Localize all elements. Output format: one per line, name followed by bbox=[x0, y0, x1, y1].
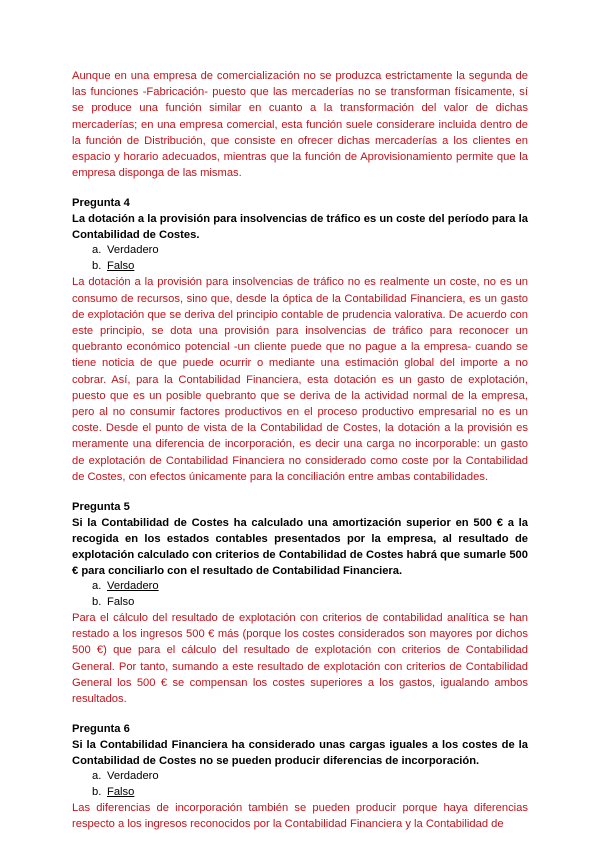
option-a bbox=[92, 769, 528, 785]
option-b bbox=[92, 259, 528, 275]
option-letter: a. bbox=[92, 244, 102, 257]
option-a bbox=[92, 243, 528, 259]
option-letter: b. bbox=[92, 595, 102, 608]
options-list bbox=[72, 769, 528, 800]
option-text: Falso bbox=[107, 595, 135, 608]
option-b bbox=[92, 785, 528, 801]
option-letter: a. bbox=[92, 770, 102, 783]
option-text: Verdadero bbox=[107, 244, 159, 257]
question-label: Pregunta 6 bbox=[72, 723, 130, 736]
option-text-correct: Falso bbox=[107, 259, 135, 272]
option-a bbox=[92, 579, 528, 595]
option-letter: b. bbox=[92, 259, 102, 272]
options-list bbox=[72, 243, 528, 274]
question-6 bbox=[72, 721, 528, 832]
option-text-correct: Verdadero bbox=[107, 580, 159, 593]
option-text-correct: Falso bbox=[107, 785, 135, 798]
options-list bbox=[72, 579, 528, 610]
explanation-paragraph: Para el cálculo del resultado de explotación con criterios de contabilidad analítica se han restado a los ingresos 500 € más (porque los costes considerados son mayores por dichos 500 €) que para el cálculo del resultado de explotación con criterios de Contabilidad General. Por tanto, sumando a este resultado de explotación con criterios de Contabilidad General los 500 € se compensan los costes superiores a los gastos, igualando ambos resultados. bbox=[72, 612, 528, 706]
document-page bbox=[72, 68, 528, 847]
option-text: Verdadero bbox=[107, 770, 159, 783]
option-letter: b. bbox=[92, 785, 102, 798]
question-text: Si la Contabilidad Financiera ha considerado unas cargas iguales a los costes de la Contabilidad de Costes no se pueden producir diferencias de incorporación. bbox=[72, 739, 528, 768]
option-b bbox=[92, 595, 528, 611]
question-5 bbox=[72, 499, 528, 707]
intro-paragraph: Aunque en una empresa de comercialización no se produzca estrictamente la segunda de las funciones -Fabricación- puesto que las mercaderías no se transforman físicamente, sí se produce una función similar en cuanto a la transformación del valor de dichas mercaderías; en una empresa comercial, esta función suele considerare incluida dentro de la función de Distribución, que consiste en ofrecer dichas mercaderías a los clientes en espacio y horario adecuados, mientras que la función de Aprovisionamiento permite que la empresa disponga de las mismas. bbox=[72, 70, 528, 180]
option-letter: a. bbox=[92, 580, 102, 593]
explanation-paragraph: Las diferencias de incorporación también se pueden producir porque haya diferencias respecto a los ingresos reconocidos por la Contabilidad Financiera y la Contabilidad de bbox=[72, 802, 528, 831]
question-label: Pregunta 5 bbox=[72, 501, 130, 514]
question-4 bbox=[72, 195, 528, 485]
question-text: La dotación a la provisión para insolvencias de tráfico es un coste del período para la Contabilidad de Costes. bbox=[72, 213, 528, 242]
question-text: Si la Contabilidad de Costes ha calculado una amortización superior en 500 € a la recogida en los estados contables presentados por la empresa, al resultado de explotación calculado con criterios de Contabilidad de Costes habrá que sumarle 500 € para conciliarlo con el resultado de Contabilidad Financiera. bbox=[72, 517, 528, 578]
explanation-paragraph: La dotación a la provisión para insolvencias de tráfico no es realmente un coste, no es un consumo de recursos, sino que, desde la óptica de la Contabilidad Financiera, es un gasto de explotación que se deriva del principio contable de prudencia valorativa. De acuerdo con este principio, se dota una provisión para insolvencias de tráfico para reconocer un quebranto económico potencial -un cliente puede que no pague a la empresa- cuando se tiene noticia de que puede ocurrir o mediante una estimación global del importe a no cobrar. Así, para la Contabilidad Financiera, esta dotación es un gasto de explotación, puesto que es un posible quebranto que se deriva de la actividad normal de la empresa, pero al no consumir factores productivos en el proceso productivo empresarial no es un coste. Desde el punto de vista de la Contabilidad de Costes, la dotación a la provisión es meramente una diferencia de incorporación, es decir una carga no incorporable: un gasto de explotación de Contabilidad Financiera no considerado como coste por la Contabilidad de Costes, con efectos únicamente para la conciliación entre ambas contabilidades. bbox=[72, 276, 528, 483]
question-label: Pregunta 4 bbox=[72, 197, 130, 210]
